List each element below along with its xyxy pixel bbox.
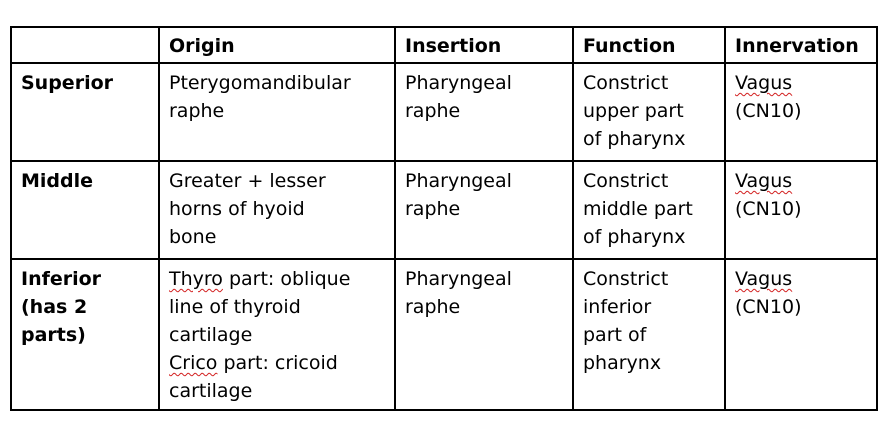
origin-text: Pterygomandibular [169,72,351,94]
insertion-text: raphe [405,100,461,122]
origin-text: part: cricoid [217,352,338,374]
header-insertion: Insertion [395,27,573,63]
origin-cell-superior [159,63,395,161]
origin-text: line of thyroid [169,296,301,318]
function-text: inferior [583,296,652,318]
function-text: of pharynx [583,226,686,248]
pharyngeal-constrictors-table [10,26,878,411]
function-text: Constrict [583,72,669,94]
table-row-superior [11,63,877,161]
insertion-text: Pharyngeal [405,72,512,94]
table-header-row [11,27,877,63]
origin-text: Greater + lesser [169,170,326,192]
row-label-line: (has 2 [21,296,88,318]
innervation-cell-middle [725,161,877,259]
function-text: pharynx [583,352,662,374]
origin-text: cartilage [169,380,253,402]
insertion-text: Pharyngeal [405,170,512,192]
origin-cell-middle [159,161,395,259]
row-label-superior: Superior [11,63,159,161]
function-cell-middle [573,161,725,259]
function-cell-superior [573,63,725,161]
insertion-cell-inferior [395,259,573,410]
function-text: middle part [583,198,693,220]
insertion-text: raphe [405,296,461,318]
row-label-line: parts) [21,324,86,346]
crico-word: Crico [169,352,218,374]
function-text: upper part [583,100,684,122]
insertion-text: Pharyngeal [405,268,512,290]
vagus-text: Vagus [735,72,793,94]
innervation-cell-superior [725,63,877,161]
origin-text: bone [169,226,217,248]
origin-cell-inferior [159,259,395,410]
innervation-cell-inferior [725,259,877,410]
row-label-middle: Middle [11,161,159,259]
vagus-text: Vagus [735,170,793,192]
table-row-inferior [11,259,877,410]
row-label-line: Inferior [21,268,102,290]
innervation-text: (CN10) [735,296,802,318]
innervation-text: (CN10) [735,198,802,220]
function-text: Constrict [583,268,669,290]
header-origin: Origin [159,27,395,63]
function-cell-inferior [573,259,725,410]
origin-text: cartilage [169,324,253,346]
insertion-text: raphe [405,198,461,220]
row-label-inferior [11,259,159,410]
insertion-cell-superior [395,63,573,161]
innervation-text: (CN10) [735,100,802,122]
table-row-middle [11,161,877,259]
origin-text: part: oblique [222,268,351,290]
function-text: of pharynx [583,128,686,150]
header-blank-cell [11,27,159,63]
function-text: part of [583,324,647,346]
origin-text: raphe [169,100,225,122]
vagus-text: Vagus [735,268,793,290]
origin-text: horns of hyoid [169,198,305,220]
function-text: Constrict [583,170,669,192]
thyro-word: Thyro [169,268,223,290]
header-innervation: Innervation [725,27,877,63]
insertion-cell-middle [395,161,573,259]
header-function: Function [573,27,725,63]
